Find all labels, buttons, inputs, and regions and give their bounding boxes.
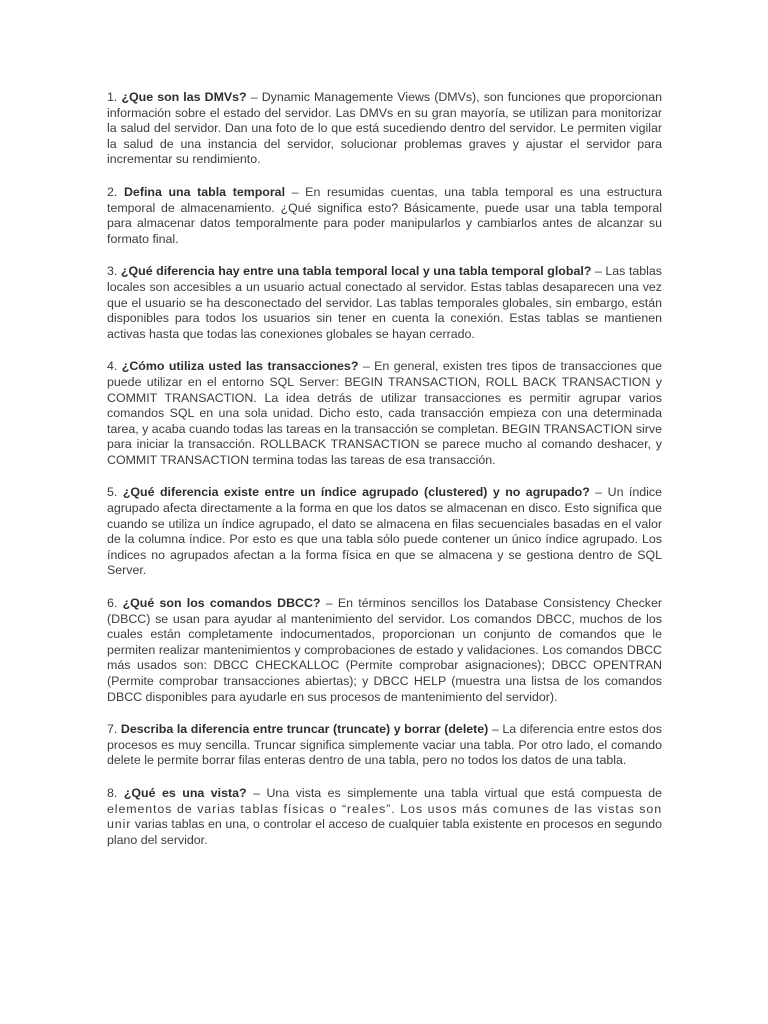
item-number: 3. bbox=[107, 264, 118, 279]
faq-item-3 bbox=[107, 264, 662, 342]
faq-item-1 bbox=[107, 90, 662, 168]
answer-text: – La diferencia entre estos dos procesos es muy sencilla. Truncar significa simplemente vaciar una tabla. Por otro lado, el comando delete le permite borrar filas enteras dentro de una tabla, pero no todos los datos de una tabla. bbox=[107, 722, 662, 768]
item-number: 8. bbox=[107, 785, 118, 800]
faq-item-5 bbox=[107, 485, 662, 579]
document-page bbox=[107, 90, 662, 865]
faq-item-2 bbox=[107, 185, 662, 247]
question-text: ¿Qué diferencia hay entre una tabla temporal local y una tabla temporal global? bbox=[120, 264, 592, 279]
answer-text: – Las tablas locales son accesibles a un usuario actual conectado al servidor. Estas tablas desaparecen una vez que el usuario se ha desconectado del servidor. Las tablas temporales globales, sin embargo, están disponibles para todos los usuarios sin tener en cuenta la conexión. Estas tablas se mantienen activas hasta que todas las conexiones globales se hayan cerrado. bbox=[107, 264, 663, 341]
item-number: 7. bbox=[107, 722, 118, 737]
faq-item-7 bbox=[107, 722, 662, 769]
answer-text: – En general, existen tres tipos de transacciones que puede utilizar en el entorno SQL Server: BEGIN TRANSACTION, ROLL BACK TRANSACTION y COMMIT TRANSACTION. La idea detrás de utilizar transacciones es permitir agrupar varios comandos SQL en una sola unidad. Dicho esto, cada transacción empieza con una determinada tarea, y acaba cuando todas las tareas en la transacción se completan. BEGIN TRANSACTION sirve para iniciar la transacción. ROLLBACK TRANSACTION se parece mucho al comando deshacer, y COMMIT TRANSACTION termina todas las tareas de esa transacción. bbox=[107, 359, 662, 467]
answer-text: – En resumidas cuentas, una tabla temporal es una estructura temporal de almacenamiento. ¿Qué significa esto? Básicamente, puede usar una tabla temporal para almacenar datos temporalmente para poder manipularlos y cambiarlos antes de alcanzar su formato final. bbox=[107, 184, 662, 246]
item-number: 5. bbox=[107, 485, 118, 500]
answer-text: – En términos sencillos los Database Consistency Checker (DBCC) se usan para ayudar al mantenimiento del servidor. Los comandos DBCC, muchos de los cuales están completamente indocumentados, proporcionan un conjunto de comandos que le permiten realizar mantenimientos y comprobaciones de estado y validaciones. Los comandos DBCC más usados son: DBCC CHECKALLOC (Permite comprobar asignaciones); DBCC OPENTRAN (Permite comprobar transacciones abiertas); y DBCC HELP (muestra una listsa de los comandos DBCC disponibles para ayudarle en sus procesos de mantenimiento del servidor). bbox=[107, 596, 662, 704]
answer-text-part-2: elementos de varias tablas físicas o “reales”. Los usos más comunes de las vistas son unir bbox=[107, 801, 662, 832]
item-number: 4. bbox=[107, 359, 118, 374]
question-text: ¿Qué diferencia existe entre un índice agrupado (clustered) y no agrupado? bbox=[122, 485, 590, 500]
question-text: Defina una tabla temporal bbox=[123, 184, 286, 199]
faq-item-4 bbox=[107, 359, 662, 468]
answer-text: – Dynamic Managemente Views (DMVs), son funciones que proporcionan información sobre el estado del servidor. Las DMVs en su gran mayoría, se utilizan para monitorizar la salud del servidor. Dan una foto de lo que está sucediendo dentro del servidor. Le permiten vigilar la salud de una instancia del servidor, solucionar problemas graves y ajustar el servidor para incrementar su rendimiento. bbox=[107, 90, 662, 167]
item-number: 2. bbox=[107, 184, 118, 199]
question-text: ¿Qué es una vista? bbox=[123, 785, 247, 800]
faq-item-6 bbox=[107, 596, 662, 705]
faq-item-8 bbox=[107, 786, 662, 848]
item-number: 1. bbox=[107, 90, 118, 104]
question-text: ¿Qué son los comandos DBCC? bbox=[122, 596, 321, 611]
answer-text-part-3: varias tablas en una, o controlar el acceso de cualquier tabla existente en procesos en segundo plano del servidor. bbox=[107, 817, 662, 847]
answer-text: – Un índice agrupado afecta directamente a la forma en que los datos se almacenan en disco. Esto significa que cuando se utiliza un índice agrupado, el dato se almacena en filas secuenciales basadas en el valor de la columna índice. Por esto es que una tabla sólo puede contener un único índice agrupado. Los índices no agrupados afectan a la forma física en que se almacena y se gestiona dentro de SQL Server. bbox=[107, 485, 663, 578]
answer-text-part-1: – Una vista es simplemente una tabla virtual que está compuesta de bbox=[246, 785, 662, 800]
question-text: ¿Cómo utiliza usted las transacciones? bbox=[121, 359, 359, 374]
item-number: 6. bbox=[107, 596, 118, 611]
question-text: Describa la diferencia entre truncar (truncate) y borrar (delete) bbox=[120, 722, 489, 737]
question-text: ¿Que son las DMVs? bbox=[121, 90, 247, 104]
